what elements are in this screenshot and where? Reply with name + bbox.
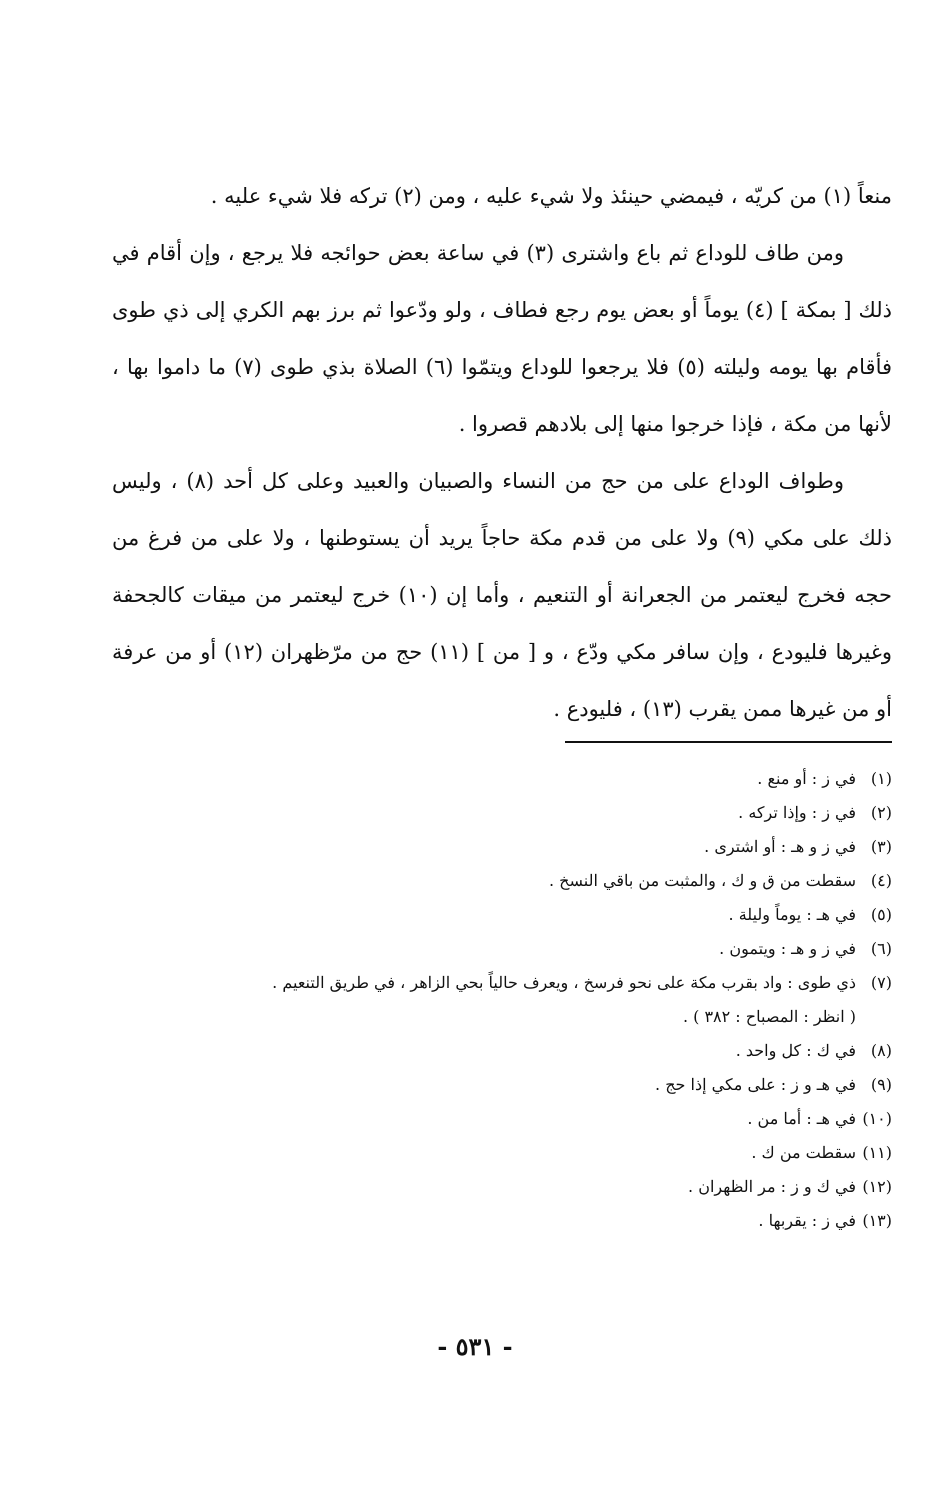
main-paragraph: منعاً (١) من كريّه ، فيمضي حينئذ ولا شيء عليه ، ومن (٢) تركه فلا شيء عليه . [210, 184, 892, 208]
footnote-number: (١٢) [862, 1177, 892, 1196]
page-number: - ٥٣١ - [437, 1332, 513, 1361]
footnote-item [112, 796, 892, 830]
footnote-text: ذي طوى : واد بقرب مكة على نحو فرسخ ، ويعرف حالياً بحي الزاهر ، في طريق التنعيم . [272, 973, 856, 992]
footnote-number: (٨) [870, 1041, 892, 1060]
footnote-item [112, 1102, 892, 1136]
footnote-number: (٦) [870, 939, 892, 958]
footnote-item [112, 1034, 892, 1068]
footnote-text: في ز و هـ : ويتمون . [719, 939, 856, 958]
footnote-text: في هـ : أما من . [747, 1109, 856, 1128]
footnote-text: سقطت من ك . [751, 1143, 856, 1162]
main-text-body [112, 168, 892, 738]
footnote-divider [565, 741, 892, 743]
footnote-continuation: ( انظر : المصباح : ٣٨٢ ) . [682, 1007, 856, 1026]
footnote-text: في هـ و ز : على مكي إذا حج . [655, 1075, 856, 1094]
footnote-number: (١) [870, 769, 892, 788]
footnote-number: (١٠) [862, 1109, 892, 1128]
footnote-text: سقطت من ق و ك ، والمثبت من باقي النسخ . [549, 871, 856, 890]
footnote-item [112, 1204, 892, 1238]
main-paragraph: ومن طاف للوداع ثم باع واشترى (٣) في ساعة بعض حوائجه فلا يرجع ، وإن أقام في ذلك [ بمكة ] (٤) يوماً أو بعض يوم رجع فطاف ، ولو ودّعوا ثم برز بهم الكري إلى ذي طوى فأقام بها يومه وليلته (٥) فلا يرجعوا للوداع ويتمّوا (٦) الصلاة بذي طوى (٧) ما داموا بها ، لأنها من مكة ، فإذا خرجوا منها إلى بلادهم قصروا . [112, 241, 893, 436]
footnote-text: في ز و هـ : أو اشترى . [704, 837, 856, 856]
footnote-item [112, 1068, 892, 1102]
footnote-text: في هـ : يوماً وليلة . [728, 905, 856, 924]
main-paragraph: وطواف الوداع على من حج من النساء والصبيان والعبيد وعلى كل أحد (٨) ، وليس ذلك على مكي (٩) ولا على من قدم مكة حاجاً يريد أن يستوطنها ، ولا على من فرغ من حجه فخرج ليعتمر من الجعرانة أو التنعيم ، وأما إن (١٠) خرج ليعتمر من ميقات كالجحفة وغيرها فليودع ، وإن سافر مكي ودّع ، و [ من ] (١١) حج من مرّظهران (١٢) أو من عرفة أو من غيرها ممن يقرب (١٣) ، فليودع . [112, 469, 893, 721]
footnote-number: (٣) [870, 837, 892, 856]
footnote-item [112, 966, 892, 1000]
footnote-item [112, 762, 892, 796]
footnote-item [112, 830, 892, 864]
footnote-item [112, 932, 892, 966]
footnote-text: في ز : وإذا تركه . [738, 803, 856, 822]
footnote-item [112, 898, 892, 932]
footnote-number: (١٣) [862, 1211, 892, 1230]
footnote-item [112, 864, 892, 898]
footnote-item [112, 1136, 892, 1170]
footnote-number: (٥) [870, 905, 892, 924]
footnote-text: في ز : يقربها . [758, 1211, 856, 1230]
footnote-number: (٢) [870, 803, 892, 822]
footnote-number: (١١) [862, 1143, 892, 1162]
footnote-item [112, 1170, 892, 1204]
footnote-text: في ك و ز : مر الظهران . [688, 1177, 856, 1196]
footnote-text: في ز : أو منع . [757, 769, 856, 788]
footnote-number: (٧) [870, 973, 892, 992]
footnote-text: في ك : كل واحد . [735, 1041, 856, 1060]
footnotes-section [112, 762, 892, 1238]
footnote-number: (٩) [870, 1075, 892, 1094]
footnote-number: (٤) [870, 871, 892, 890]
